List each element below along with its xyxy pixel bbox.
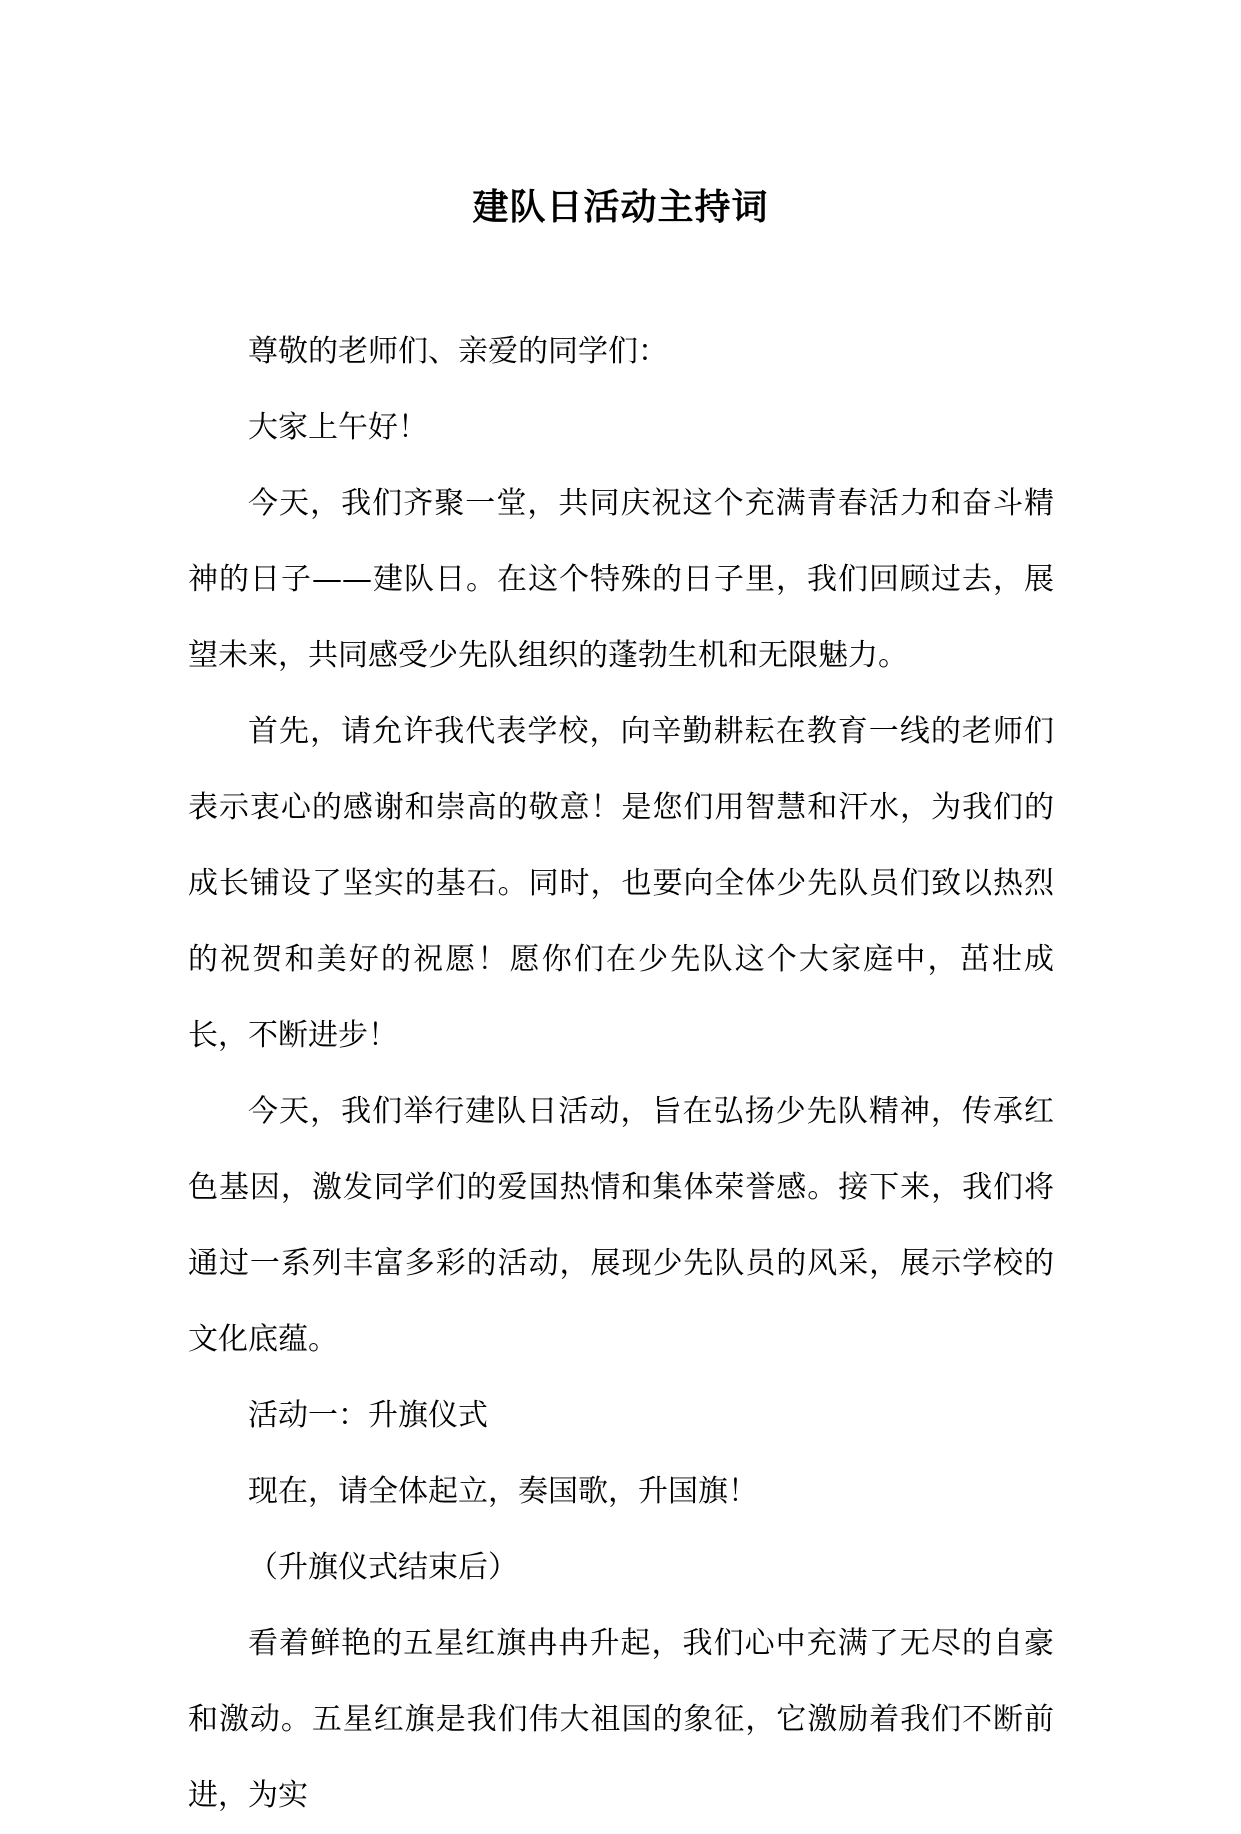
paragraph-flag-instruction: 现在，请全体起立，奏国歌，升国旗！ [248,1474,758,1509]
document-title: 建队日活动主持词 [472,186,769,228]
paragraph-purpose: 今天，我们举行建队日活动，旨在弘扬少先队精神，传承红色基因，激发同学们的爱国热情和集体荣誉感。接下来，我们将通过一系列丰富多彩的活动，展现少先队员的风采，展示学校的文化底蕴。 [188,1094,1054,1357]
paragraph-good-morning: 大家上午好！ [248,410,428,445]
paragraph-flag-reflection: 看着鲜艳的五星红旗冉冉升起，我们心中充满了无尽的自豪和激动。五星红旗是我们伟大祖国的象征，它激励着我们不断前进，为实 [188,1626,1054,1813]
paragraph-opening: 今天，我们齐聚一堂，共同庆祝这个充满青春活力和奋斗精神的日子——建队日。在这个特殊的日子里，我们回顾过去，展望未来，共同感受少先队组织的蓬勃生机和无限魅力。 [188,486,1054,673]
paragraph-activity-one-heading: 活动一：升旗仪式 [248,1398,488,1433]
paragraph-after-ceremony: （升旗仪式结束后） [248,1550,518,1585]
paragraph-thanks: 首先，请允许我代表学校，向辛勤耕耘在教育一线的老师们表示衷心的感谢和崇高的敬意！是您们用智慧和汗水，为我们的成长铺设了坚实的基石。同时，也要向全体少先队员们致以热烈的祝贺和美好的祝愿！愿你们在少先队这个大家庭中，茁壮成长，不断进步！ [188,714,1054,1053]
document-body [188,314,1054,1834]
paragraph-greeting: 尊敬的老师们、亲爱的同学们： [248,334,668,369]
